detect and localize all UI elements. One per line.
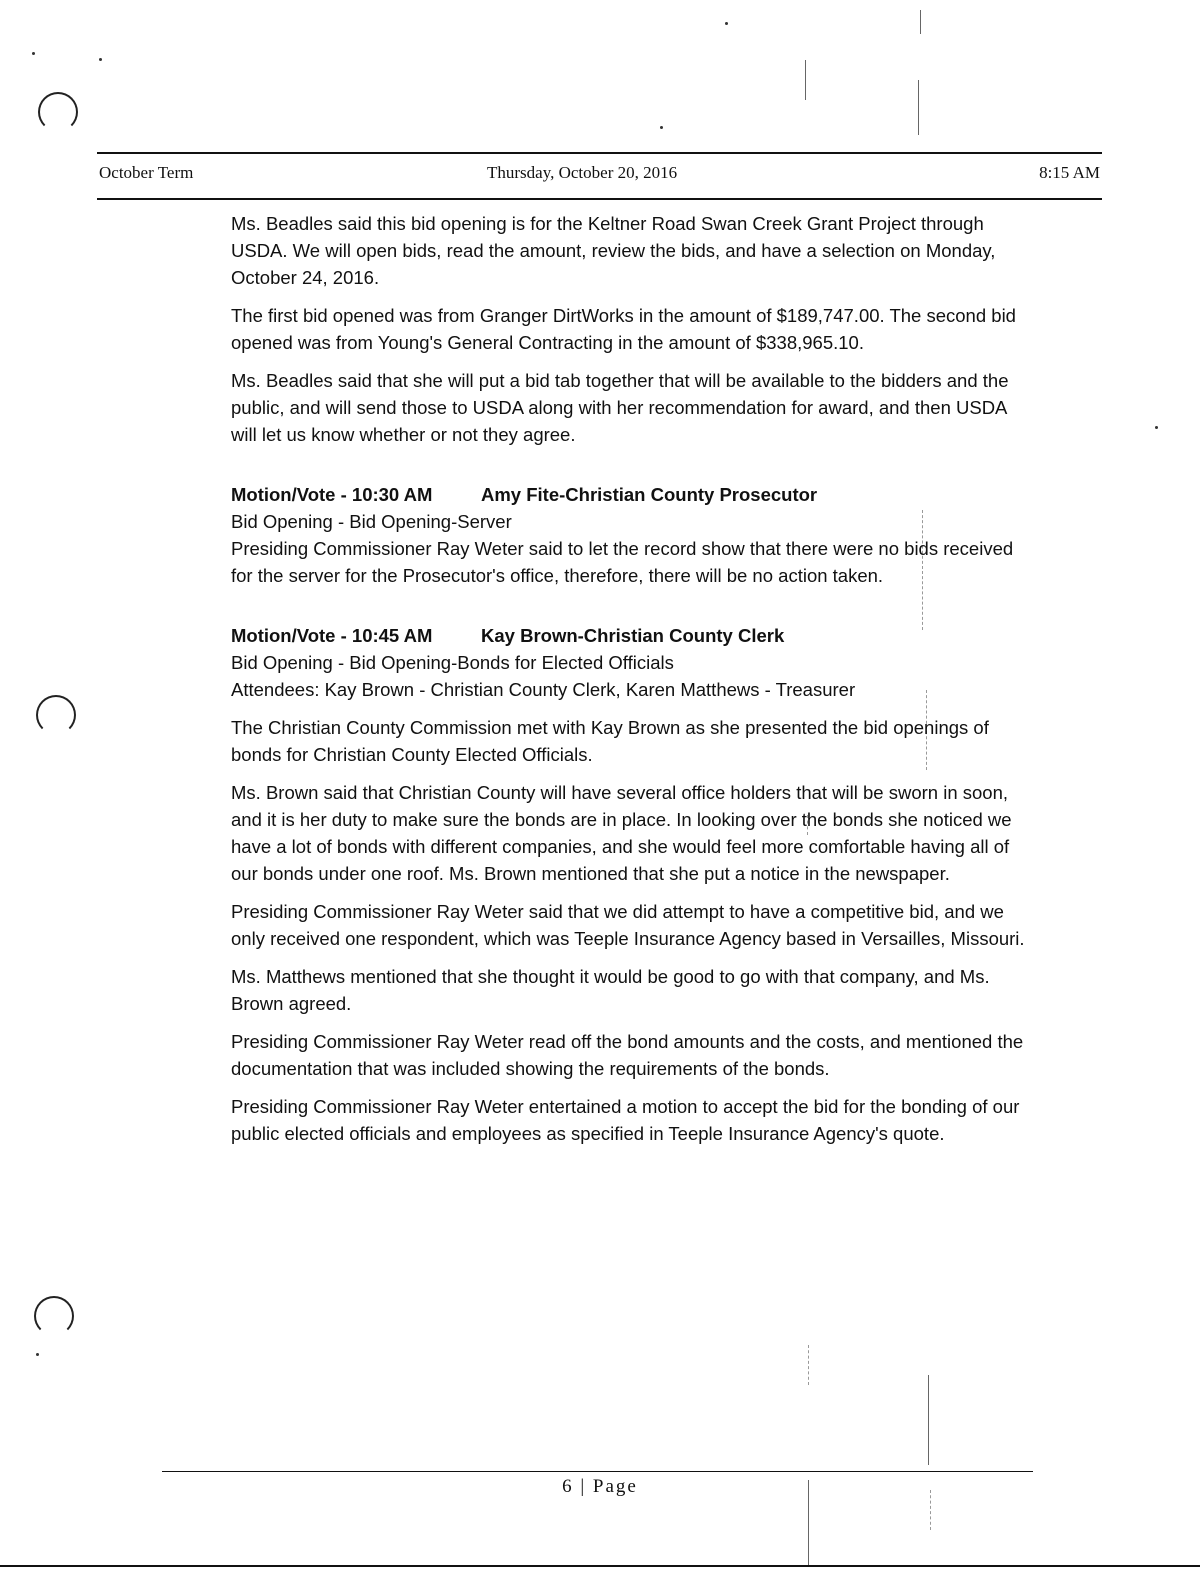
agenda-presenter: Kay Brown-Christian County Clerk [481, 625, 785, 646]
paragraph: Ms. Matthews mentioned that she thought it would be good to go with that company, and Ms. Brown agreed. [231, 966, 990, 1014]
attendees: Attendees: Kay Brown - Christian County Clerk, Karen Matthews - Treasurer [231, 679, 856, 700]
header-date: Thursday, October 20, 2016 [487, 163, 678, 182]
scan-line [928, 1375, 929, 1465]
page-header [97, 152, 1102, 200]
paragraph: Ms. Brown said that Christian County will have several office holders that will be sworn in soon, and it is her duty to make sure the bonds are in place. In looking over the bonds she noticed we have a lot of bonds with different companies, and she would feel more comfortable having all of our bonds under one roof. Ms. Brown mentioned that she put a notice in the newspaper. [231, 782, 1012, 884]
header-term: October Term [99, 163, 194, 182]
scan-line [808, 1345, 810, 1385]
page-number: 6 | Page [562, 1476, 638, 1497]
footer-rule [162, 1471, 1033, 1472]
paragraph: The Christian County Commission met with Kay Brown as she presented the bid openings of bonds for Christian County Elected Officials. [231, 717, 989, 765]
agenda-motion-time: Motion/Vote - 10:45 AM [231, 625, 433, 646]
scan-speck [1155, 426, 1158, 429]
scan-line [918, 80, 919, 135]
agenda-motion-time: Motion/Vote - 10:30 AM [231, 484, 433, 505]
scan-speck [725, 22, 728, 25]
agenda-heading [231, 622, 1031, 649]
paragraph: Presiding Commissioner Ray Weter said that we did attempt to have a competitive bid, and we only received one respondent, which was Teeple Insurance Agency based in Versailles, Missouri. [231, 901, 1025, 949]
agenda-item-prosecutor [231, 481, 1031, 589]
scan-line [920, 10, 921, 34]
minutes-body [231, 210, 1031, 1158]
paragraph: Presiding Commissioner Ray Weter read off the bond amounts and the costs, and mentioned the documentation that was included showing the requirements of the bonds. [231, 1031, 1024, 1079]
scan-speck [36, 1353, 39, 1356]
binder-hole-top [38, 92, 78, 132]
agenda-presenter: Amy Fite-Christian County Prosecutor [481, 484, 818, 505]
agenda-subheading: Bid Opening - Bid Opening-Server [231, 511, 512, 532]
binder-hole-middle [36, 695, 76, 735]
binder-hole-bottom [34, 1296, 74, 1336]
paragraph: Ms. Beadles said this bid opening is for the Keltner Road Swan Creek Grant Project through USDA. We will open bids, read the amount, review the bids, and have a selection on Monday, October 24, 2016. [231, 213, 996, 288]
scan-speck [660, 126, 663, 129]
scan-edge [0, 1565, 1200, 1567]
agenda-subheading: Bid Opening - Bid Opening-Bonds for Elected Officials [231, 652, 674, 673]
paragraph: Presiding Commissioner Ray Weter said to let the record show that there were no bids received for the server for the Prosecutor's office, therefore, there will be no action taken. [231, 538, 1014, 586]
scan-speck [99, 58, 102, 61]
agenda-heading [231, 481, 1031, 508]
agenda-item-clerk [231, 622, 1031, 703]
paragraph: Presiding Commissioner Ray Weter entertained a motion to accept the bid for the bonding of our public elected officials and employees as specified in Teeple Insurance Agency's quote. [231, 1096, 1020, 1144]
paragraph: Ms. Beadles said that she will put a bid tab together that will be available to the bidders and the public, and will send those to USDA along with her recommendation for award, and then USDA will let us know whether or not they agree. [231, 370, 1009, 445]
scan-line [805, 60, 806, 100]
header-time: 8:15 AM [1039, 163, 1100, 182]
scan-speck [32, 52, 35, 55]
paragraph: The first bid opened was from Granger DirtWorks in the amount of $189,747.00. The second bid opened was from Young's General Contracting in the amount of $338,965.10. [231, 305, 1016, 353]
